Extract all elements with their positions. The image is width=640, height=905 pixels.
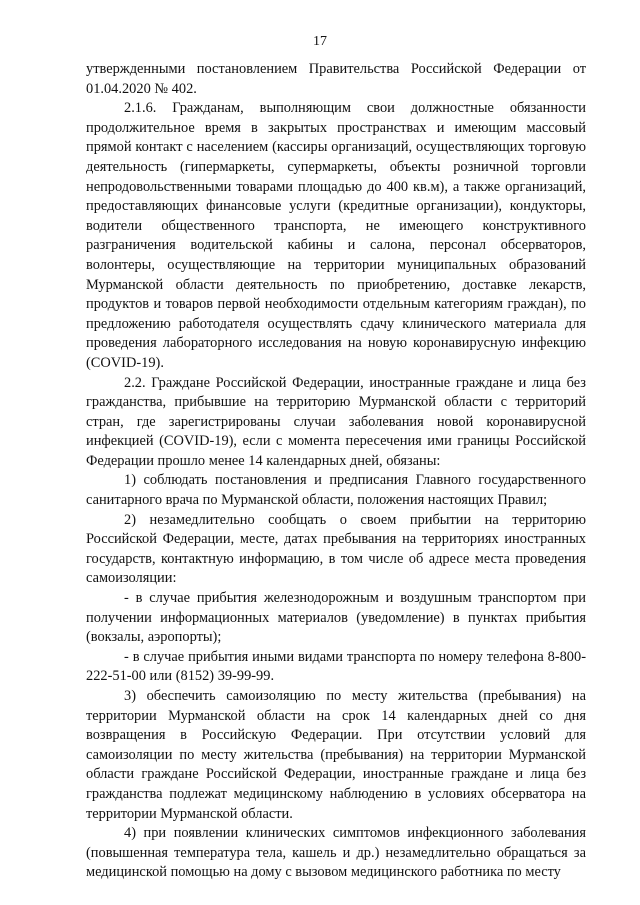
list-item-1: 1) соблюдать постановления и предписания Главного государственного санитарного врача по Мурманской области, положения настоящих Правил;	[86, 472, 586, 509]
paragraph-2-2: 2.2. Граждане Российской Федерации, иностранные граждане и лица без гражданства, прибывшие на территорию Мурманской области с территорий стран, где зарегистрированы случаи заболевания новой коронавирусной инфекцией (COVID-19), если с момента пересечения ими границы Российской Федерации прошло менее 14 календарных дней, обязаны:	[86, 374, 586, 469]
list-subitem-rail-air: - в случае прибытия железнодорожным и воздушным транспортом при получении информационных материалов (уведомление) в пунктах прибытия (вокзалы, аэропорты);	[86, 590, 586, 646]
paragraph-continuation: утвержденными постановлением Правительства Российской Федерации от 01.04.2020 № 402.	[86, 61, 586, 97]
paragraph-2-1-6: 2.1.6. Гражданам, выполняющим свои должностные обязанности продолжительное время в закрытых пространствах и имеющим массовый прямой контакт с населением (кассиры организаций, осуществляющих торговую деятельность (гипермаркеты, супермаркеты, объекты розничной торговли непродовольственными товарами площадью до 400 кв.м), а также организаций, предоставляющих финансовые услуги (кредитные организации), кондукторы, водители общественного транспорта, не имеющего конструктивного разграничения водительской кабины и салона, персонал обсерваторов, волонтеры, осуществляющие на территории муниципальных образований Мурманской области деятельность по приобретению, доставке лекарств, продуктов и товаров первой необходимости отдельным категориям граждан), по предложению работодателя осуществлять сдачу клинического материала для проведения лабораторного исследования на новую коронавирусную инфекцию (COVID-19).	[86, 100, 586, 371]
list-item-2: 2) незамедлительно сообщать о своем прибытии на территорию Российской Федерации, месте, датах пребывания на территориях иностранных государств, контактную информацию, в том числе об адресе места проведения самоизоляции:	[86, 511, 586, 587]
document-body	[86, 60, 586, 883]
list-item-3: 3) обеспечить самоизоляцию по месту жительства (пребывания) на территории Мурманской области на срок 14 календарных дней со дня возвращения в Российскую Федерации. При отсутствии условий для самоизоляции по месту жительства (пребывания) на территории Мурманской области граждане Российской Федерации, иностранные граждане и лица без гражданства подлежат медицинскому наблюдению в условиях обсерватора на территории Мурманской области.	[86, 688, 586, 822]
list-item-4: 4) при появлении клинических симптомов инфекционного заболевания (повышенная температура тела, кашель и др.) незамедлительно обращаться за медицинской помощью на дому с вызовом медицинского работника по месту	[86, 825, 586, 881]
page-number: 17	[313, 34, 327, 49]
list-subitem-other-transport: - в случае прибытия иными видами транспорта по номеру телефона 8-800-222-51-00 или (8152) 39-99-99.	[86, 648, 586, 685]
